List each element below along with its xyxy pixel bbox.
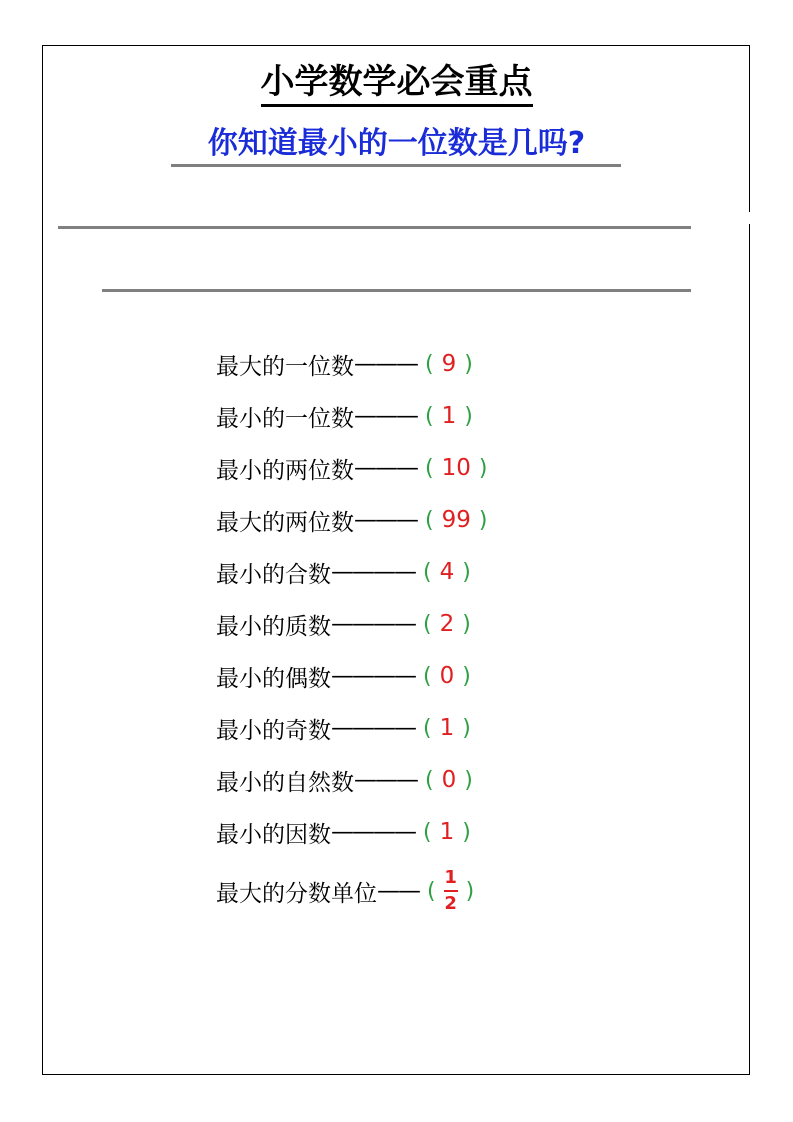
paren-close: ) — [464, 403, 473, 429]
item-answer: 9 — [441, 351, 457, 377]
paren-close: ) — [462, 663, 471, 689]
item-dash: ——— — [354, 351, 417, 377]
list-item — [216, 806, 616, 858]
item-label: 最大的一位数 — [216, 353, 354, 380]
item-dash: ——— — [354, 507, 417, 533]
list-item — [216, 702, 616, 754]
item-dash: ———— — [331, 663, 415, 689]
paren-open: ( — [423, 715, 432, 741]
page-subtitle-text: 你知道最小的一位数是几吗? — [207, 126, 586, 161]
item-label: 最小的偶数 — [216, 665, 331, 692]
paren-open: ( — [423, 819, 432, 845]
page-title — [0, 62, 793, 102]
paren-close: ) — [462, 559, 471, 585]
fraction-denominator: 2 — [444, 893, 457, 914]
item-answer: 10 — [441, 455, 471, 481]
fraction-answer — [444, 868, 458, 914]
item-label: 最小的一位数 — [216, 405, 354, 432]
fraction-bar — [444, 890, 458, 892]
list-item — [216, 546, 616, 598]
item-dash: ——— — [354, 767, 417, 793]
list-item — [216, 494, 616, 546]
list-item-fraction — [216, 858, 616, 924]
paren-open: ( — [425, 767, 434, 793]
paren-close: ) — [462, 715, 471, 741]
item-dash: ——— — [354, 455, 417, 481]
item-label: 最小的自然数 — [216, 769, 354, 796]
paren-open: ( — [425, 507, 434, 533]
paren-open: ( — [423, 559, 432, 585]
paren-close: ) — [462, 611, 471, 637]
item-answer: 1 — [439, 715, 455, 741]
item-label: 最小的奇数 — [216, 717, 331, 744]
item-dash: ———— — [331, 819, 415, 845]
item-label: 最小的合数 — [216, 561, 331, 588]
paren-open: ( — [425, 403, 434, 429]
divider-line-1 — [58, 226, 691, 229]
item-label: 最大的两位数 — [216, 509, 354, 536]
paren-close: ) — [478, 507, 488, 533]
list-item — [216, 598, 616, 650]
item-dash: ———— — [331, 715, 415, 741]
paren-close: ) — [464, 767, 473, 793]
list-item — [216, 442, 616, 494]
item-answer: 4 — [439, 559, 455, 585]
list-item — [216, 650, 616, 702]
paren-close: ) — [465, 878, 475, 904]
paren-close: ) — [478, 455, 488, 481]
item-answer: 2 — [439, 611, 455, 637]
list-item — [216, 390, 616, 442]
list-item — [216, 338, 616, 390]
divider-line-2 — [102, 289, 691, 292]
page-subtitle — [0, 124, 793, 164]
paren-open: ( — [425, 351, 434, 377]
item-label: 最小的两位数 — [216, 457, 354, 484]
paren-open: ( — [423, 663, 432, 689]
paren-open: ( — [425, 455, 434, 481]
border-gap — [749, 212, 753, 224]
item-answer: 0 — [441, 767, 457, 793]
fraction-numerator: 1 — [444, 867, 457, 888]
item-dash: ———— — [331, 559, 415, 585]
item-dash: ——— — [354, 403, 417, 429]
paren-open: ( — [423, 611, 432, 637]
item-label: 最小的质数 — [216, 613, 331, 640]
page-title-text: 小学数学必会重点 — [261, 62, 533, 107]
paren-close: ) — [462, 819, 471, 845]
facts-list — [216, 338, 616, 924]
item-label: 最小的因数 — [216, 821, 331, 848]
item-label: 最大的分数单位 — [216, 880, 377, 907]
item-dash: —— — [377, 878, 419, 904]
subtitle-underline — [171, 164, 621, 167]
item-dash: ———— — [331, 611, 415, 637]
paren-close: ) — [464, 351, 473, 377]
item-answer: 99 — [441, 507, 471, 533]
list-item — [216, 754, 616, 806]
paren-open: ( — [427, 878, 436, 904]
item-answer: 1 — [441, 403, 457, 429]
item-answer: 0 — [439, 663, 455, 689]
item-answer: 1 — [439, 819, 455, 845]
